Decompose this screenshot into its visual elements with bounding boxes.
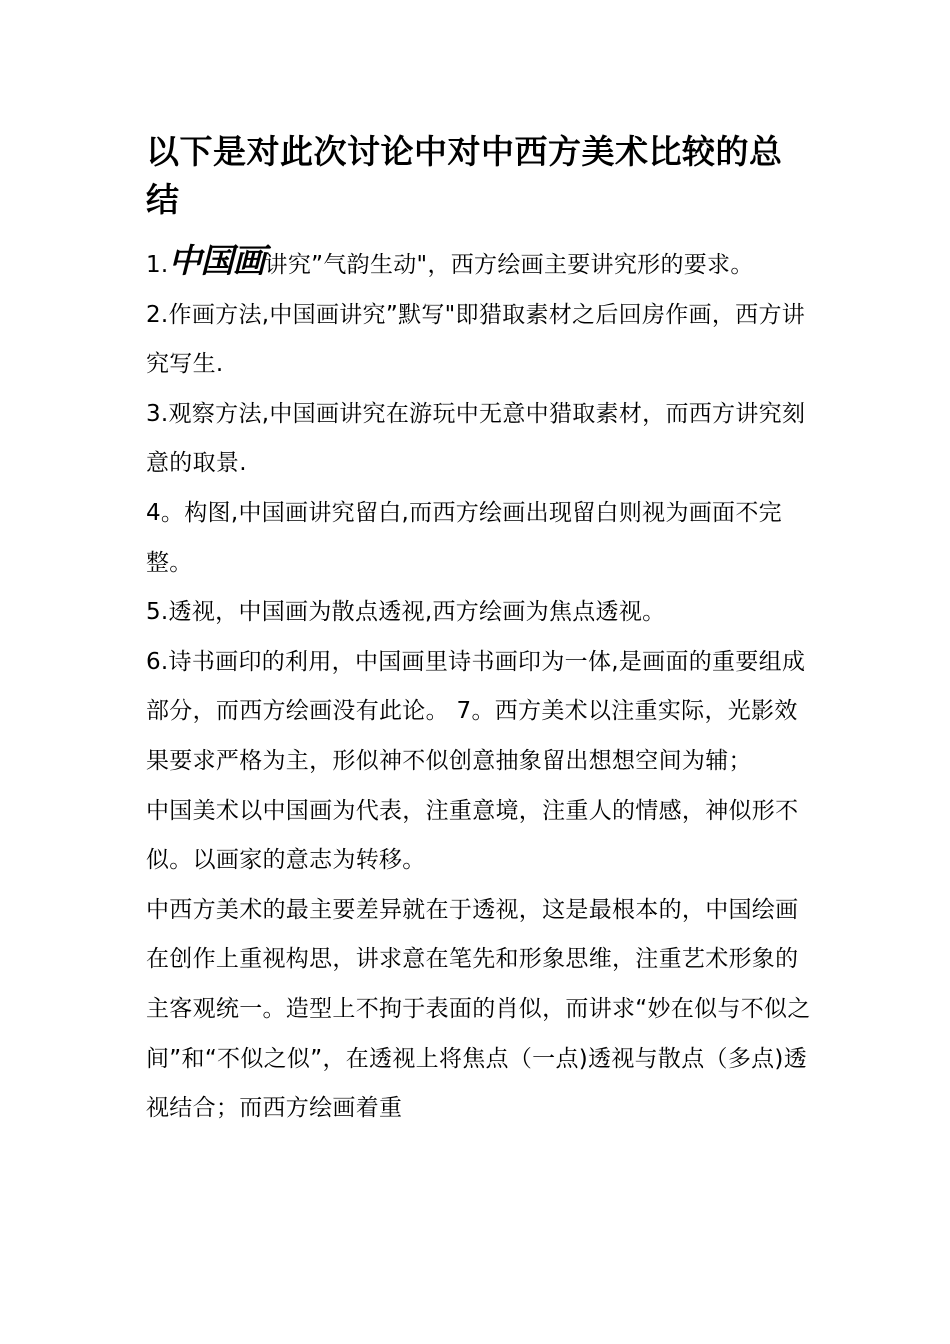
document-title: 以下是对此次讨论中对中西方美术比较的总结 (146, 132, 783, 219)
document-page (146, 128, 814, 1134)
paragraph-7: 中国美术以中国画为代表，注重意境，注重人的情感，神似形不似。以画家的意志为转移。 (146, 797, 799, 874)
paragraph-1 (146, 236, 814, 291)
paragraph-1-emphasis: 中国画 (168, 241, 265, 280)
paragraph-4: 4。构图,中国画讲究留白,而西方绘画出现留白则视为画面不完整。 (146, 499, 782, 576)
paragraph-3: 3.观察方法,中国画讲究在游玩中无意中猎取素材，而西方讲究刻意的取景. (146, 400, 806, 477)
document-body (146, 236, 814, 1134)
paragraph-8: 中西方美术的最主要差异就在于透视，这是最根本的，中国绘画在创作上重视构思，讲求意在笔先和形象思维，注重艺术形象的主客观统一。造型上不拘于表面的肖似，而讲求“妙在似与不似之间”和“不似之似”，在透视上将焦点（一点)透视与散点（多点)透视结合；而西方绘画着重 (146, 896, 811, 1122)
paragraph-2: 2.作画方法,中国画讲究”默写"即猎取素材之后回房作画，西方讲究写生. (146, 301, 806, 378)
paragraph-1-prefix: 1. (146, 252, 169, 278)
paragraph-6: 6.诗书画印的利用，中国画里诗书画印为一体,是画面的重要组成部分，而西方绘画没有此论。 7。西方美术以注重实际，光影效果要求严格为主，形似神不似创意抽象留出想想空间为辅； (146, 648, 806, 774)
paragraph-5: 5.透视，中国画为散点透视,西方绘画为焦点透视。 (146, 599, 666, 626)
paragraph-1-text: 讲究”气韵生动"，西方绘画主要讲究形的要求。 (264, 252, 754, 278)
